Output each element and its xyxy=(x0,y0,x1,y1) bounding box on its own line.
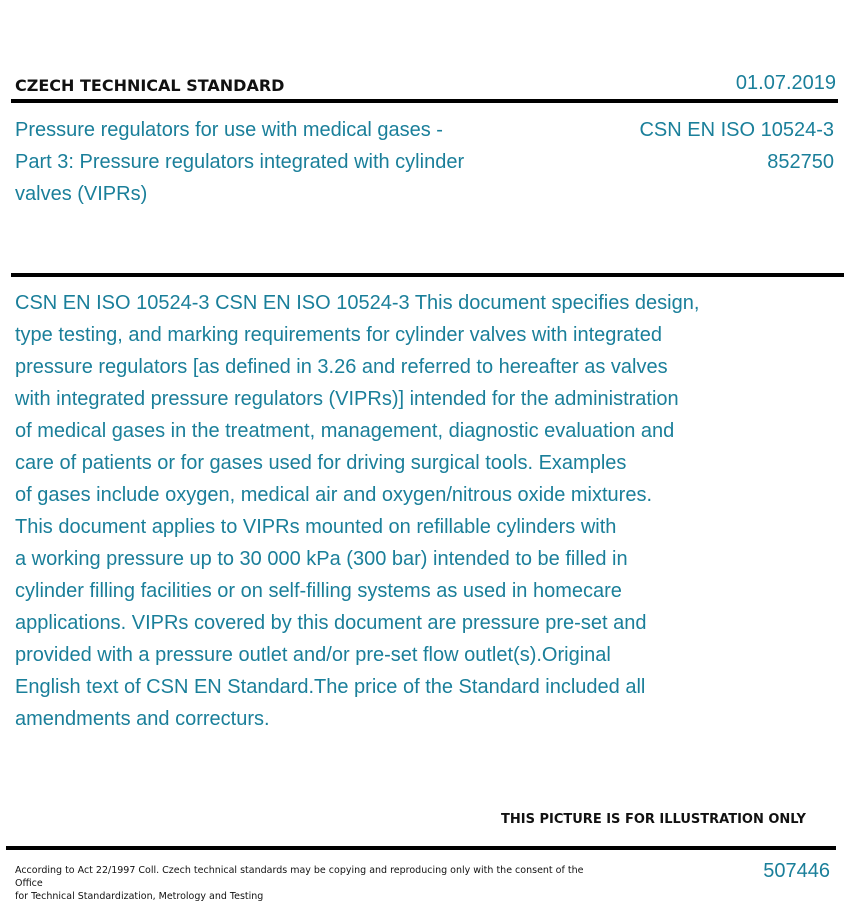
standard-title: Pressure regulators for use with medical gases - Part 3: Pressure regulators integrated with cylinder valves (VIPRs) xyxy=(15,119,465,205)
standard-number: CSN EN ISO 10524-3 xyxy=(639,119,834,141)
illustration-note: THIS PICTURE IS FOR ILLUSTRATION ONLY xyxy=(501,812,806,827)
footer-divider xyxy=(6,846,836,850)
standard-abstract: CSN EN ISO 10524-3 CSN EN ISO 10524-3 This document specifies design, type testing, and marking requirements for cylinder valves with integrated pressure regulators [as defined in 3.26 and referred to hereafter as valves with integrated pressure regulators (VIPRs)] intended for the administration of medical gases in the treatment, management, diagnostic evaluation and care of patients or for gases used for driving surgical tools. Examples of gases include oxygen, medical air and oxygen/nitrous oxide mixtures. This document applies to VIPRs mounted on refillable cylinders with a working pressure up to 30 000 kPa (300 bar) intended to be filled in cylinder filling facilities or on self-filling systems as used in homecare applications. VIPRs covered by this document are pressure pre-set and provided with a pressure outlet and/or pre-set flow outlet(s).Original English text of CSN EN Standard.The price of the Standard included all amendments and correcturs. xyxy=(15,292,700,730)
catalog-number: 507446 xyxy=(763,860,830,882)
document-type-label: CZECH TECHNICAL STANDARD xyxy=(15,76,285,95)
classification-code: 852750 xyxy=(767,151,834,173)
legal-notice-line-2: for Technical Standardization, Metrology and Testing xyxy=(15,891,264,902)
title-divider xyxy=(11,273,844,277)
header-divider xyxy=(11,99,838,103)
publication-date: 01.07.2019 xyxy=(735,72,836,94)
legal-notice-line-1: According to Act 22/1997 Coll. Czech technical standards may be copying and reproducing only with the consent of the Office xyxy=(15,865,584,889)
standard-identifiers xyxy=(639,114,834,178)
legal-notice xyxy=(15,864,595,903)
